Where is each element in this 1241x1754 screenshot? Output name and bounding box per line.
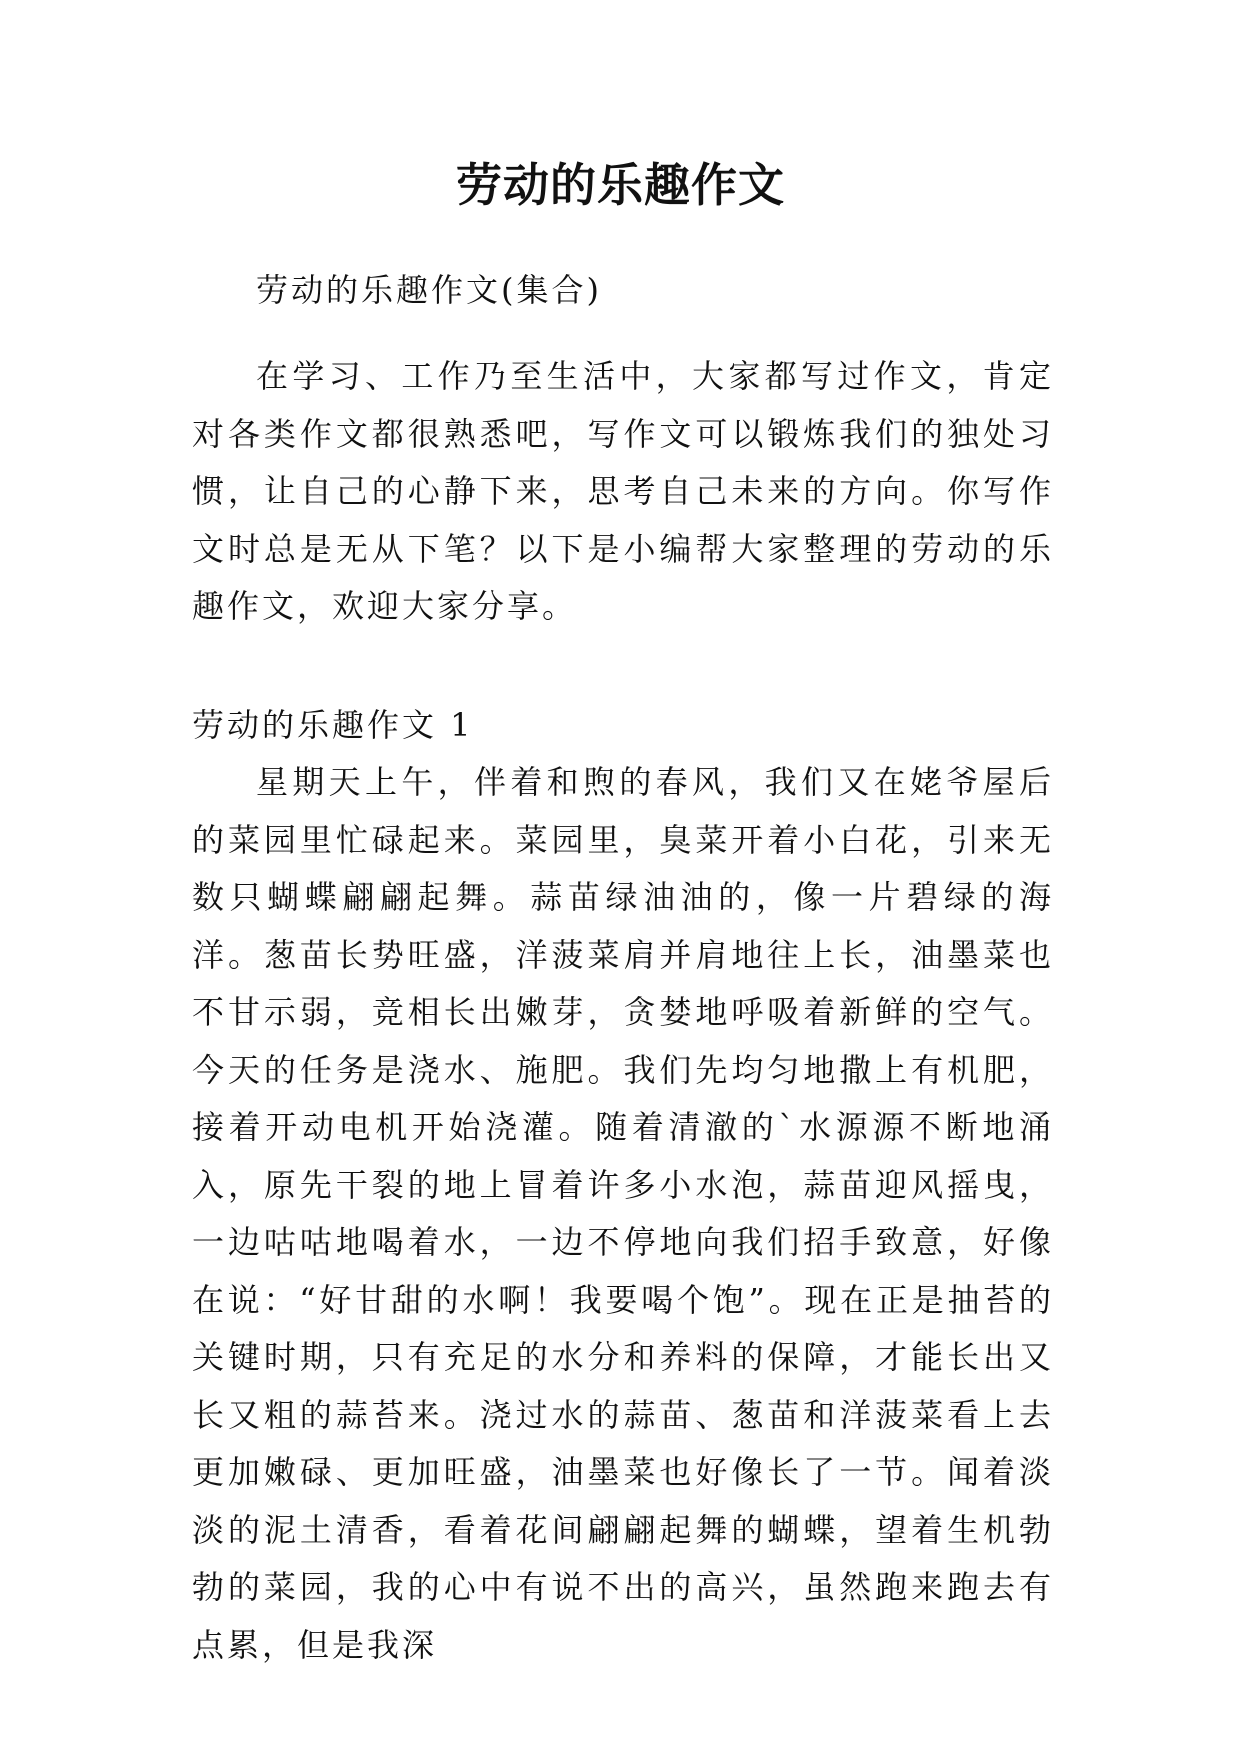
document-title: 劳动的乐趣作文 [456, 158, 785, 212]
essay-paragraph: 星期天上午，伴着和煦的春风，我们又在姥爷屋后的菜园里忙碌起来。菜园里，臭菜开着小白花，引来无数只蝴蝶翩翩起舞。蒜苗绿油油的，像一片碧绿的海洋。葱苗长势旺盛，洋菠菜肩并肩地往上长，油墨菜也不甘示弱，竞相长出嫩芽，贪婪地呼吸着新鲜的空气。今天的任务是浇水、施肥。我们先均匀地撒上有机肥，接着开动电机开始浇灌。随着清澈的`水源源不断地涌入，原先干裂的地上冒着许多小水泡，蒜苗迎风摇曳，一边咕咕地喝着水，一边不停地向我们招手致意，好像在说：“好甘甜的水啊！我要喝个饱”。现在正是抽苔的关键时期，只有充足的水分和养料的保障，才能长出又长又粗的蒜苔来。浇过水的蒜苗、葱苗和洋菠菜看上去更加嫩碌、更加旺盛，油墨菜也好像长了一节。闻着淡淡的泥土清香，看着花间翩翩起舞的蝴蝶，望着生机勃勃的菜园，我的心中有说不出的高兴，虽然跑来跑去有点累，但是我深 [192, 763, 1054, 1664]
document-subtitle: 劳动的乐趣作文(集合) [256, 271, 602, 309]
section-heading: 劳动的乐趣作文 1 [192, 706, 474, 744]
intro-paragraph: 在学习、工作乃至生活中，大家都写过作文，肯定对各类作文都很熟悉吧，写作文可以锻炼我们的独处习惯，让自己的心静下来，思考自己未来的方向。你写作文时总是无从下笔？以下是小编帮大家整理的劳动的乐趣作文，欢迎大家分享。 [192, 357, 1054, 625]
